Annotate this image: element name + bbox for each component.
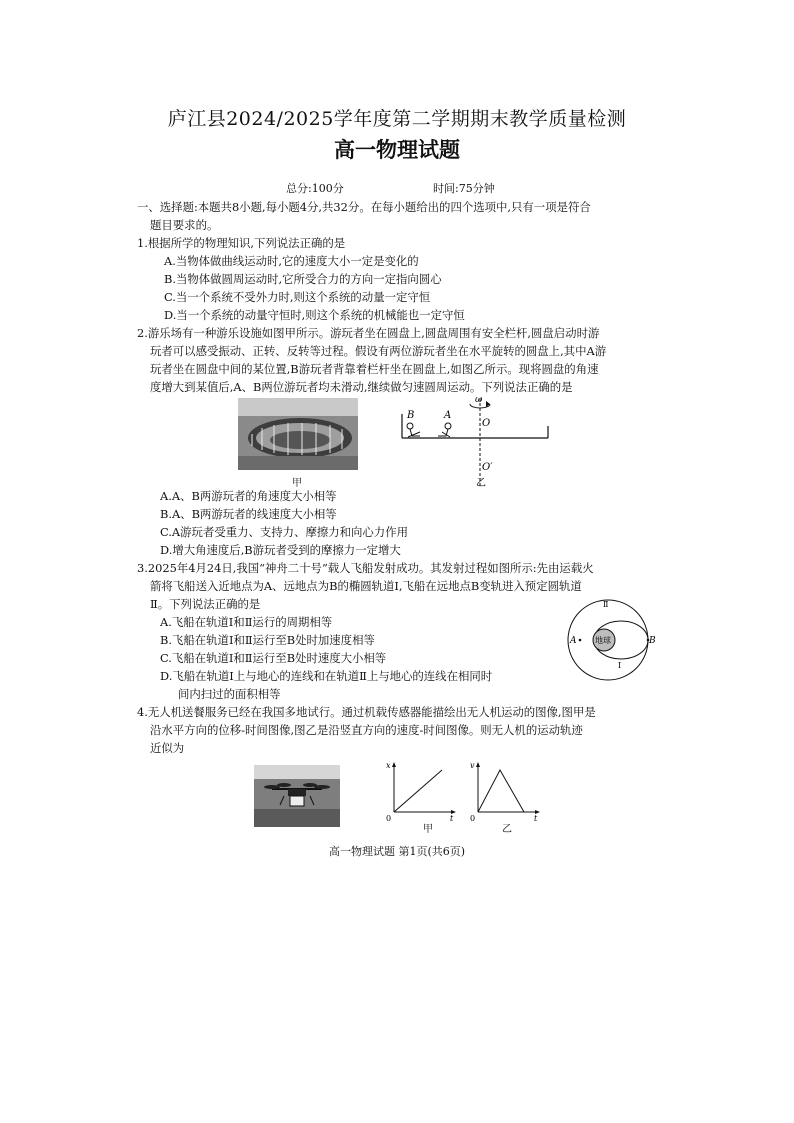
q2-stem-2: 玩者可以感受振动、正转、反转等过程。假设有两位游玩者坐在水平旋转的圆盘上,其中A游 [150, 344, 607, 358]
q4-graph-yi [466, 758, 546, 824]
q4-drone-photo [254, 765, 340, 827]
q4-graph-jia-label: 甲 [423, 824, 433, 835]
label-omega: ω [475, 395, 483, 405]
graph-jia-origin: 0 [386, 814, 392, 823]
graph-jia-x-label: t [450, 814, 454, 823]
q1-stem: 1.根据所学的物理知识,下列说法正确的是 [137, 236, 346, 250]
section-instruction-1: 一、选择题:本题共8小题,每小题4分,共32分。在每小题给出的四个选项中,只有一项是符合 [137, 200, 591, 214]
q2-option-b: B.A、B两游玩者的线速度大小相等 [160, 507, 337, 521]
section-instruction-2: 题目要求的。 [150, 218, 219, 232]
q3-orbit-diagram [560, 595, 660, 685]
q1-option-d: D.当一个系统的动量守恒时,则这个系统的机械能也一定守恒 [164, 308, 465, 322]
graph-yi-origin: 0 [470, 814, 476, 823]
q3-stem-2: 箭将飞船送入近地点为A、远地点为B的椭圆轨道Ⅰ,飞船在远地点B变轨进入预定圆轨道 [150, 579, 582, 593]
graph-yi-y-label: v [470, 761, 475, 770]
label-o-prime: O′ [482, 462, 493, 473]
q2-stem-3: 玩者坐在圆盘中间的某位置,B游玩者背靠着栏杆坐在圆盘上,如图乙所示。现将圆盘的角速 [150, 362, 599, 376]
q2-stem-4: 度增大到某值后,A、B两位游玩者均未滑动,继续做匀速圆周运动。下列说法正确的是 [150, 380, 573, 394]
q2-stem-1: 2.游乐场有一种游乐设施如图甲所示。游玩者坐在圆盘上,圆盘周围有安全栏杆,圆盘启动时游 [137, 326, 600, 340]
person-b-icon [407, 423, 420, 437]
q2-option-a: A.A、B两游玩者的角速度大小相等 [160, 489, 337, 503]
q3-option-a: A.飞船在轨道Ⅰ和Ⅱ运行的周期相等 [160, 615, 333, 629]
q2-figure-jia-label: 甲 [292, 478, 302, 489]
q3-option-d-2: 间内扫过的面积相等 [178, 687, 281, 701]
label-o: O [482, 418, 491, 429]
earth-label: 地球 [595, 636, 611, 645]
q4-stem-3: 近似为 [150, 741, 185, 755]
label-a: A [444, 410, 452, 421]
exam-title: 庐江县2024/2025学年度第二学期期末教学质量检测 [167, 108, 627, 130]
point-b-label: B [649, 636, 656, 646]
q1-option-b: B.当物体做圆周运动时,它所受合力的方向一定指向圆心 [164, 272, 442, 286]
graph-yi-x-label: t [534, 814, 538, 823]
q4-graph-yi-label: 乙 [502, 824, 512, 835]
q2-figure-yi-label: 乙 [476, 478, 486, 489]
exam-time: 时间:75分钟 [433, 182, 495, 195]
q4-stem-1: 4.无人机送餐服务已经在我国多地试行。通过机载传感器能描绘出无人机运动的图像,图甲是 [137, 705, 596, 719]
graph-jia-y-label: x [386, 761, 391, 770]
q4-stem-2: 沿水平方向的位移-时间图像,图乙是沿竖直方向的速度-时间图像。则无人机的运动轨迹 [150, 723, 583, 737]
q1-option-a: A.当物体做曲线运动时,它的速度大小一定是变化的 [164, 254, 419, 268]
label-b: B [407, 410, 415, 421]
total-score: 总分:100分 [286, 182, 344, 195]
q2-option-d: D.增大角速度后,B游玩者受到的摩擦力一定增大 [160, 543, 401, 557]
orbit-1-label: Ⅰ [618, 661, 622, 670]
q3-option-d-1: D.飞船在轨道Ⅰ上与地心的连线和在轨道Ⅱ上与地心的连线在相同时 [160, 669, 493, 683]
q2-figure-jia-photo [238, 398, 358, 470]
q3-option-c: C.飞船在轨道Ⅰ和Ⅱ运行至B处时速度大小相等 [160, 651, 387, 665]
q4-graph-jia [380, 758, 460, 824]
person-a-icon [438, 423, 451, 437]
exam-subtitle: 高一物理试题 [334, 138, 460, 162]
point-a-label: A [570, 636, 577, 646]
q3-stem-1: 3.2025年4月24日,我国“神舟二十号”载人飞船发射成功。其发射过程如图所示:先由运载火 [137, 561, 594, 575]
q3-stem-3: Ⅱ。下列说法正确的是 [150, 597, 261, 611]
q1-option-c: C.当一个系统不受外力时,则这个系统的动量一定守恒 [164, 290, 431, 304]
q2-option-c: C.A游玩者受重力、支持力、摩擦力和向心力作用 [160, 525, 408, 539]
orbit-2-label: Ⅱ [603, 600, 609, 609]
page-footer: 高一物理试题 第1页(共6页) [328, 845, 466, 858]
q3-option-b: B.飞船在轨道Ⅰ和Ⅱ运行至B处时加速度相等 [160, 633, 375, 647]
